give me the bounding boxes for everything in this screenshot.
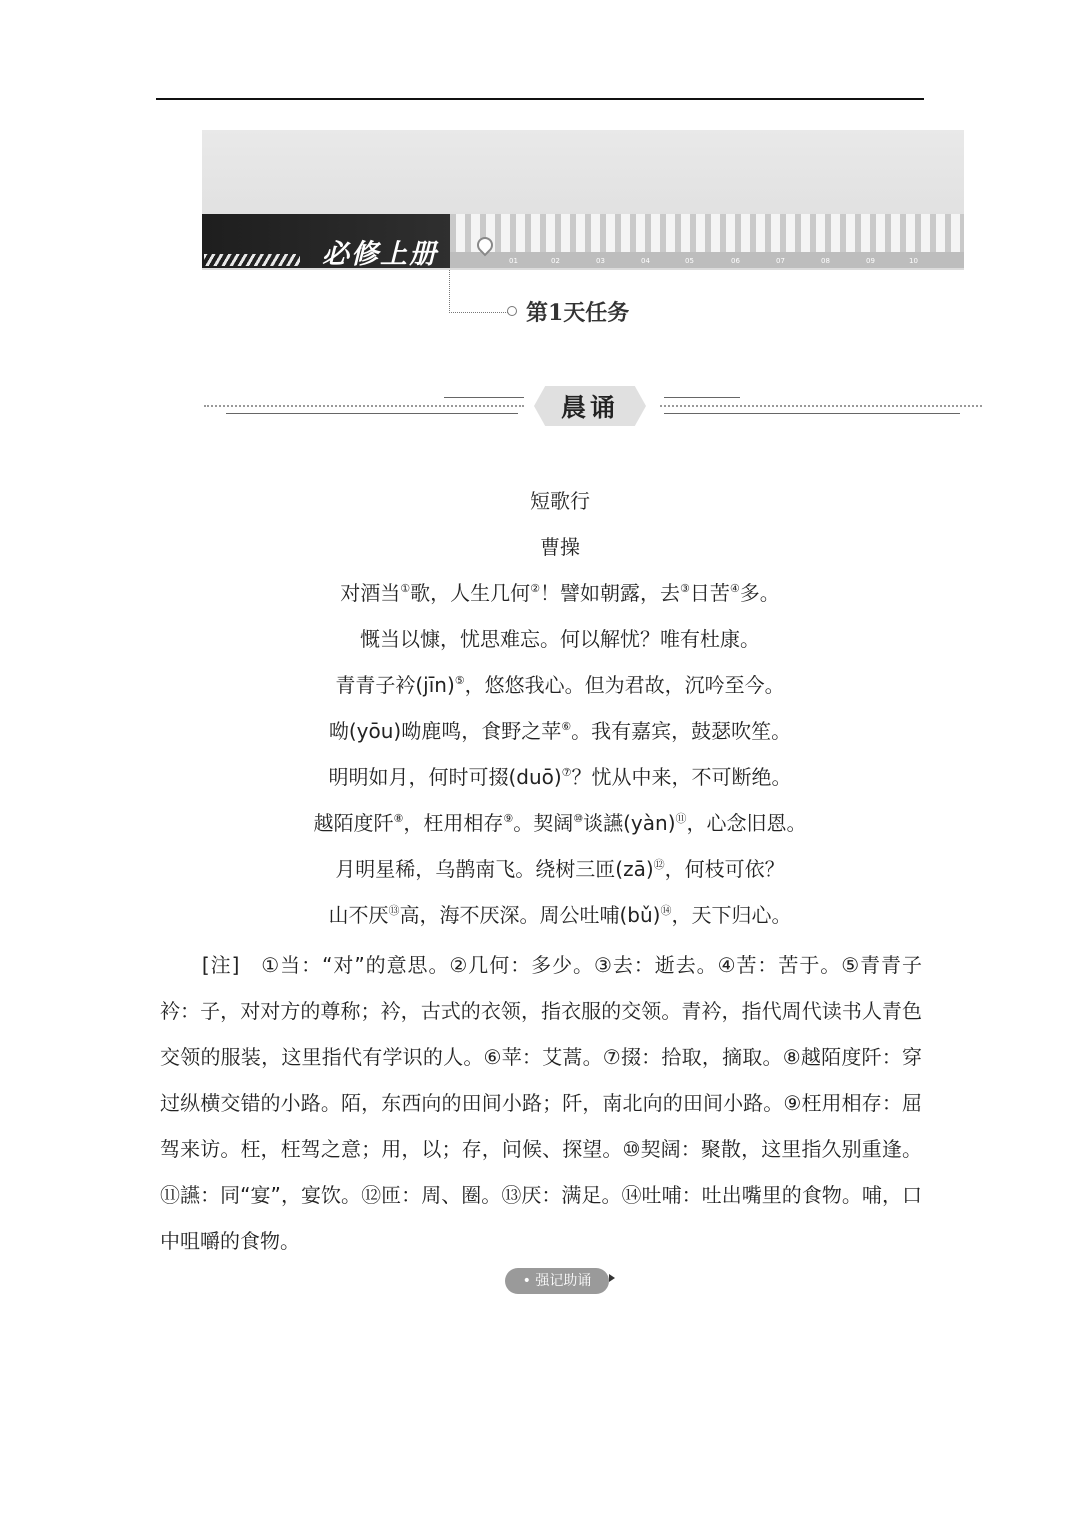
section-divider-right [660, 405, 982, 407]
poem-text: ！譬如朝露，去 [540, 581, 680, 605]
poem-line [160, 576, 960, 622]
poem-text: 谈讌(yàn) [583, 811, 676, 835]
progress-ruler-base [450, 252, 964, 268]
poem-line [160, 852, 960, 898]
poem-text: 高，海不厌深。周公吐哺(bǔ) [399, 903, 661, 927]
section-line [664, 397, 740, 398]
poem-text: 对酒当 [340, 581, 401, 605]
poem-text: ，枉用相存 [403, 811, 504, 835]
poem-line [160, 760, 960, 806]
section-line [444, 397, 524, 398]
note-marker: ⑤ [454, 674, 465, 687]
poem-text: 山不厌 [328, 903, 389, 927]
poem-text: 。我有嘉宾，鼓瑟吹笙。 [571, 719, 792, 743]
note-marker: ③ [680, 582, 690, 595]
poem-text: ，心念旧恩。 [686, 811, 807, 835]
note-marker: ⑭ [660, 904, 672, 917]
section-line [226, 413, 518, 414]
ruler-number: 05 [685, 257, 694, 265]
section-title: 晨诵 [560, 393, 619, 422]
task-connector [449, 270, 508, 313]
poem-text: 越陌度阡 [313, 811, 394, 835]
poem [160, 484, 960, 944]
annotation-notes: [注] ①当：“对”的意思。②几何：多少。③去：逝去。④苦：苦于。⑤青青子衿：子，对对方的尊称；衿，古式的衣领，指衣服的交领。青衿，指代周代读书人青色交领的服装，这里指代有学识的人。⑥苹：艾蒿。⑦掇：拾取，摘取。⑧越陌度阡：穿过纵横交错的小路。陌，东西向的田间小路；阡，南北向的田间小路。⑨枉用相存：屈驾来访。枉，枉驾之意；用，以；存，问候、探望。⑩契阔：聚散，这里指久别重逢。⑪讌：同“宴”，宴饮。⑫匝：周、圈。⑬厌：满足。⑭吐哺：吐出嘴里的食物。哺，口中咀嚼的食物。 [160, 953, 922, 1253]
note-marker: ⑧ [393, 812, 404, 825]
poem-title: 短歌行 [530, 489, 590, 513]
ruler-number: 08 [821, 257, 830, 265]
poem-text: 。契阔 [513, 811, 574, 835]
poem-line [160, 714, 960, 760]
ruler-number: 04 [641, 257, 650, 265]
ruler-number: 10 [909, 257, 918, 265]
poem-line [160, 898, 960, 944]
ruler-number: 02 [551, 257, 560, 265]
poem-text: 青青子衿(jīn) [335, 673, 455, 697]
ruler-number: 01 [509, 257, 518, 265]
poem-text: 慨当以慷，忧思难忘。何以解忧？唯有杜康。 [360, 627, 760, 651]
section-line [664, 413, 960, 414]
poem-text: ？忧从中来，不可断绝。 [571, 765, 792, 789]
top-rule [156, 98, 924, 100]
ruler-number: 06 [731, 257, 740, 265]
task-title: 第1天任务 [526, 300, 630, 326]
note-marker: ⑪ [675, 812, 687, 825]
note-marker: ④ [729, 582, 740, 595]
book-label: 必修上册 [322, 239, 438, 270]
poem-line [160, 622, 960, 668]
note-marker: ⑦ [561, 766, 572, 779]
note-marker: ① [400, 582, 411, 595]
note-marker: ⑥ [561, 720, 572, 733]
poem-author: 曹操 [540, 535, 580, 559]
poem-text: ，何枝可依？ [664, 857, 785, 881]
poem-line [160, 806, 960, 852]
note-marker: ② [530, 582, 540, 595]
progress-ruler [450, 214, 964, 252]
ruler-number: 09 [866, 257, 875, 265]
note-marker: ⑫ [653, 858, 665, 871]
poem-text: 呦(yōu)呦鹿鸣，食野之苹 [328, 719, 562, 743]
play-arrow-icon [609, 1274, 615, 1282]
task-dot-icon [507, 306, 517, 316]
poem-text: 月明星稀，乌鹊南飞。绕树三匝(zā) [335, 857, 654, 881]
ruler-number: 07 [776, 257, 785, 265]
poem-text: 多。 [739, 581, 780, 605]
note-marker: ⑩ [573, 812, 584, 825]
banner-stripes [204, 254, 300, 266]
note-marker: ⑬ [388, 904, 400, 917]
poem-text: ，天下归心。 [671, 903, 792, 927]
poem-text: 明明如月，何时可掇(duō) [328, 765, 562, 789]
section-divider-left [204, 405, 524, 407]
note-marker: ⑨ [503, 812, 514, 825]
ruler-number: 03 [596, 257, 605, 265]
poem-text: 歌，人生几何 [410, 581, 531, 605]
poem-text: ，悠悠我心。但为君故，沉吟至今。 [464, 673, 785, 697]
poem-text: 日苦 [689, 581, 730, 605]
memorize-button[interactable]: • 强记助诵 [505, 1268, 609, 1294]
poem-line [160, 668, 960, 714]
